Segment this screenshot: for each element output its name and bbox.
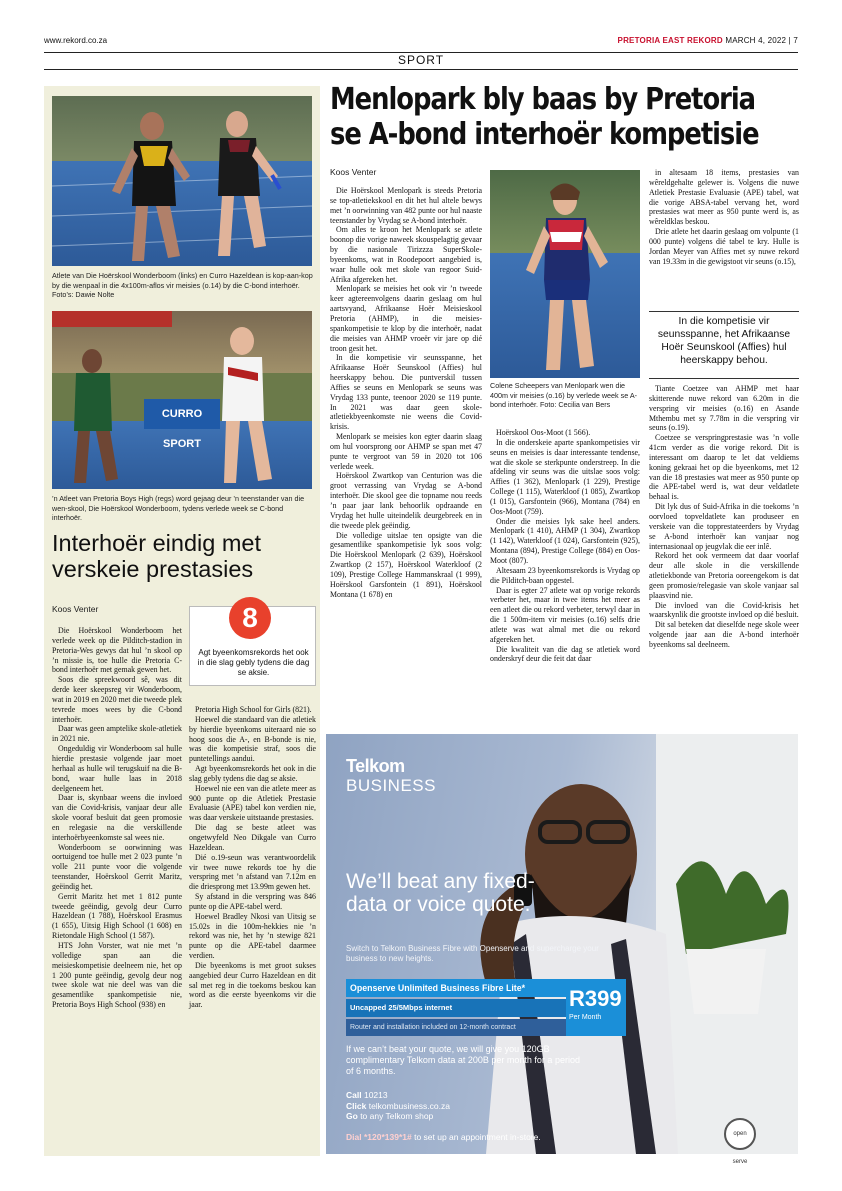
main-article-byline: Koos Venter xyxy=(330,167,377,177)
main-headline-line-1: Menlopark bly baas by Pretoria xyxy=(330,82,756,117)
call-label: Call xyxy=(346,1090,362,1100)
side-article-column-2: Pretoria High School for Girls (821). Hoewel die standaard van die atletiek by hierdie byeenkoms uiteraard nie so hoog soos die A-, en B-bonde is nie, was die kompetisie straf, soos die puntetellings aandui. Agt byeenkomsrekords het ook in die slag gebly tydens die dag se aksie. Hoewel nie een van die atlete meer as 900 punte op die Atletiek Prestasie Evaluasie (APE) tabel kon verdien nie, was daar verskeie uitstaande prestasies. Die dag se beste atleet was ongetwyfeld Neo Dikgale van Curro Hazeldean. Dié o.19-seun was verantwoordelik vir twee nuwe rekords toe hy die verspring met ’n afstand van 7.12m en die driesprong met 13.99m gewen het. Sy afstand in die verspring was 846 punte op die APE-tabel werd. Hoewel Bradley Nkosi van Uitsig se 15.02s in die 100m-hekkies nie ’n rekord was nie, het hy ’n stewige 821 punte op die APE-tabel daarmee verdien. Die byeenkoms is met groot sukses aangebied deur Curro Hazeldean en dit sal met reg in die toekoms beskou kan word as die eerste byeenkoms vir die jaar. xyxy=(189,705,316,1010)
main-article-column-3b: Tiante Coetzee van AHMP met haar skitterende nuwe rekord van 6.20m in die verspring vir meisies (o.16) en Asande Mthembu met sy 7.78m in die verspring vir seuns (o.19). Coetzee se verspringprestasie was ’n volle 41cm verder as die vorige rekord. Dit is interessant om daarop te let dat veldiems koning gekraai het op die byeenkoms, met 12 van die 18 prestasies wat meer as 950 punte op die APE-tabel werd is, wat deur veldatlete behaal is. Dit lyk dus of Suid-Afrika in die toekoms ’n oorvloed topveldatlete kan produseer en verskeie van die topprestateerders by Vrydag se A-bond interhoër kan vanjaar nog internasionaal op jeugvlak die eer inlê. Rekord het ook vermeem dat daar voorlaf deur alle skole in die verskillende atletiekbonde van Pretoria ooreengekom is dat geen promosie/relegasie van skole vanjaar sal plaasvind nie. Die invloed van die Covid-krisis het waarskynlik die grootste invloed op dié besluit. Dit sal beteken dat dieselfde nege skole weer volgende jaar aan die A-bond interhoër byeenkoms sal deelneem. xyxy=(649,384,799,649)
main-article-column-2: Hoërskool Oos-Moot (1 566). In die onderskeie aparte spankompetisies vir seuns en meisies is daar interessante tendense, wat die skole se sterkpunte onderstreep. In die afdeling vir seuns was die uitslae soos volg: Affies (1 362), Menlopark (1 229), Prestige College (1 115), Waterkloof (1 085), Zwartkop (1 015), Garsfontein (966), Montana (784) en Oos-Moot (759). Onder die meisies lyk sake heel anders. Menlopark (1 410), AHMP (1 304), Zwartkop (1 142), Waterkloof (1 024), Garsfontein (925), Montana (894), Prestige College (884) en Oos-Moot (807). Altesaam 23 byeenkomsrekords is Vrydag op die Pilditch-baan opgestel. Daar is egter 27 atlete wat op vorige rekords verbeter het, maar in twee items het meer as een atleet die ou rekord verbeter, terwyl daar in die 1 500m-item vir meisies (o.16) selfs drie atlete was wat almal met die ou rekord afgereken het. Die kwaliteit van die dag se atletiek word onderskryf deur die feit dat daar xyxy=(490,428,640,664)
ad-guarantee-text: If we can’t beat your quote, we will give you 120GB complimentary Telkom data at 200B per month for a period of 6 months. xyxy=(346,1044,580,1076)
main-headline-line-2: se A-bond interhoër kompetisie xyxy=(330,117,759,152)
sprint-race-photo xyxy=(52,311,312,489)
header-separator: | xyxy=(788,36,791,45)
ad-tagline: We’ll beat any fixed-data or voice quote. xyxy=(346,870,535,916)
click-label: Click xyxy=(346,1100,367,1111)
top-photo-caption: Atlete van Die Hoërskool Wonderboom (links) en Curro Hazeldean is kop-aan-kop by die wenpaal in die 4x100m-aflos vir meisies (o.14) by die C-bond interhoër. Foto’s: Dawie Nolte xyxy=(52,271,313,300)
bottom-photo-caption: ’n Atleet van Pretoria Boys High (regs) word gejaag deur ’n teenstander van die wen-skool, Die Hoërskool Wonderboom, tydens verlede week se C-bond interhoër. xyxy=(52,494,305,523)
telkom-business-label: BUSINESS xyxy=(346,776,436,795)
offer-title: Openserve Unlimited Business Fibre Lite* xyxy=(346,979,566,997)
dial-label: Dial xyxy=(346,1132,362,1142)
runner-photo-caption: Colene Scheepers van Menlopark wen die 400m vir meisies (o.16) by verlede week se A-bond interhoër. Foto: Cecilia van Bers xyxy=(490,381,638,410)
runner-photo xyxy=(490,170,640,378)
main-article-column-3a: in altesaam 18 items, prestasies van wêreldgehalte gelewer is. Volgens die nuwe Atletiek Prestasie Evaluasie (APE) tabel, wat die vorige ABSA-tabel vervang het, word prestasies wat meer as 950 punte werd is, as wêreldklas beskou. Drie atlete het daarin geslaag om volpunte (1 000 punte) volgens dié tabel te kry. Hulle is Jordan Meyer van Affies met sy nuwe rekord van 19.33m in die gewigstoot vir seuns (o.15), xyxy=(649,168,799,266)
ad-intro-text: Switch to Telkom Business Fibre with Openserve and supercharge your business to new heights. xyxy=(346,944,599,963)
shop-text: to any Telkom shop xyxy=(360,1111,434,1121)
fact-text: Agt byeenkomsrekords het ook in die slag gebly tydens die dag se aksie. xyxy=(197,648,310,677)
main-article-column-1: Die Hoërskool Menlopark is steeds Pretoria se top-atletiekskool en dit het hul altele bewys met ’n oorwinning van 482 punte oor hul naaste teenstander by Vrydag se A-bond interhoër. Om alles te kroon het Menlopark se atlete boonop die vorige naweek skouspelagtig gevaar by die nasionale Tirizzza SuperSkole-byeenkoms, wat in Roodepoort aangebied is, waar hulle ook met skole van regoor Suid-Afrika afgereken het. Menlopark se meisies het ook vir ’n tweede keer agtereenvolgens daarin geslaag om hul aartsvyand, Afrikaanse Hoër Meisieskool Pretoria (AHMP), in die meisies-spankompetisie te klop by die interhoër, nadat die meisies van AHMP vroeër vir jare op dié troon gesit het. In die kompetisie vir seunsspanne, het Afrikaanse Hoër Seunskool (Affies) hul heerskappy behou. Die puntverskil tussen Affies se seuns en Menlopark se seuns was Vrydag 133 punte, teenoor 2020 se 119 punte. In 2021 was daar geen skole-atletiekbyeenkomste nie weens die Covid-krisis. Menlopark se meisies kon egter daarin slaag om hul voorsprong oor AHMP se span met 47 punte te vergroot van 59 in 2020 tot 106 verlede week. Hoërskool Zwartkop van Centurion was die groot verrassing van Vrydag se A-bond interhoër. Die skool gee die topname nou reeds ’n paar jaar lank behoorlik opdraande en Vrydag het hulle uiteindelik deurgebreek en in die tweede plek geëindig. Die volledige uitslae ten opsigte van die gesamentlike spankompetisie lyk soos volg: Die Hoërskool Menlopark (2 639), Hoërskool Zwartkop (2 157), Hoërskool Waterkloof (2 109), Prestige College Hammanskraal (1 999), Hoërskool Garsfontein (1 891), Hoërskool Montana (1 678) en xyxy=(330,186,482,599)
runner-illustration xyxy=(490,170,640,378)
openserve-logo: open serve xyxy=(724,1118,756,1150)
sprint-athletes-illustration xyxy=(52,311,312,489)
dial-code[interactable]: *120*139*1# xyxy=(363,1132,412,1142)
issue-date: MARCH 4, 2022 xyxy=(725,36,787,45)
telkom-advert[interactable] xyxy=(326,734,798,1165)
publication-name: PRETORIA EAST REKORD xyxy=(617,36,723,45)
go-label: Go xyxy=(346,1111,358,1121)
main-headline xyxy=(330,82,759,152)
offer-speed: Uncapped 25/5Mbps internet xyxy=(346,999,566,1017)
pull-quote: In die kompetisie vir seunsspanne, het Afrikaanse Hoër Seunskool (Affies) hul heerskappy behou. xyxy=(649,311,799,379)
website-link[interactable]: telkombusiness.co.za xyxy=(368,1100,450,1111)
call-number[interactable]: 10213 xyxy=(363,1090,388,1100)
section-rule-bottom xyxy=(44,69,798,70)
sponsor-banner: CURRO SPORT xyxy=(144,399,220,429)
telkom-logo: Telkom xyxy=(346,756,405,776)
side-article-headline: Interhoër eindig met verskeie prestasies xyxy=(52,530,262,582)
offer-note: Router and installation included on 12-month contract xyxy=(346,1019,566,1036)
side-article-byline: Koos Venter xyxy=(52,604,99,614)
price-badge xyxy=(566,979,626,1036)
section-label: SPORT xyxy=(397,53,445,67)
dial-suffix: to set up an appointment in-store. xyxy=(414,1132,541,1142)
page-number: 7 xyxy=(793,36,798,45)
issue-info xyxy=(618,36,798,45)
page-header xyxy=(44,34,798,48)
ad-dial-info xyxy=(346,1132,646,1142)
price-period: Per Month xyxy=(569,1014,602,1021)
relay-race-photo xyxy=(52,96,312,266)
side-article-column-1: Die Hoërskool Wonderboom het verlede week op die Pilditch-stadion in Pretoria-Wes gewys dat hul ’n skool op ’n missie is, toe hulle die Pretoria C-bond interhoër met gemak gewen het. Soos die spreekwoord sê, was dit derde keer skeepsreg vir Wonderboom, wat in 2019 en 2020 met die tweede plek tevrede moes wees by die C-bond interhoër. Daar was geen amptelike skole-atletiek in 2021 nie. Ongeduldig vir Wonderboom sal hulle hierdie prestasie volgende jaar moet herhaal as hulle wil terugskuif na die B-bond, waar hulle laas in 2018 deelgeneem het. Daar is, skynbaar weens die invloed van die Covid-krisis, vanjaar deur alle skole vooraf besluit dat geen promosie en relegasie na die verskillende interhoërbyeenkomste sal wees nie. Wonderboom se oorwinning was oortuigend toe hulle met 2 023 punte ’n volle 211 punte voor die volgende teenstander, Hoërskool Gerrit Maritz, geëindig het. Gerrit Maritz het met 1 812 punte tweede geëindig, gevolg deur Curro Hazeldean (1 788), Hoërskool Erasmus (1 655), Uitsig High School (1 608) en Rietondale High School (1 587). HTS John Vorster, wat nie met ’n volledige span aan die meisieskompetisie deelneem nie, het op 1 200 punte geëindig, gevolg deur nog twee skole wat nie deel was van die gesamentlike spankompetisie nie, Pretoria Boys High School (938) en xyxy=(52,626,183,1010)
relay-athletes-illustration xyxy=(52,96,312,266)
fact-number: 8 xyxy=(229,597,271,639)
fact-box xyxy=(189,602,316,686)
site-url: www.rekord.co.za xyxy=(44,36,108,45)
ad-contact-info xyxy=(346,1090,546,1122)
price-value: R399 xyxy=(569,986,622,1011)
